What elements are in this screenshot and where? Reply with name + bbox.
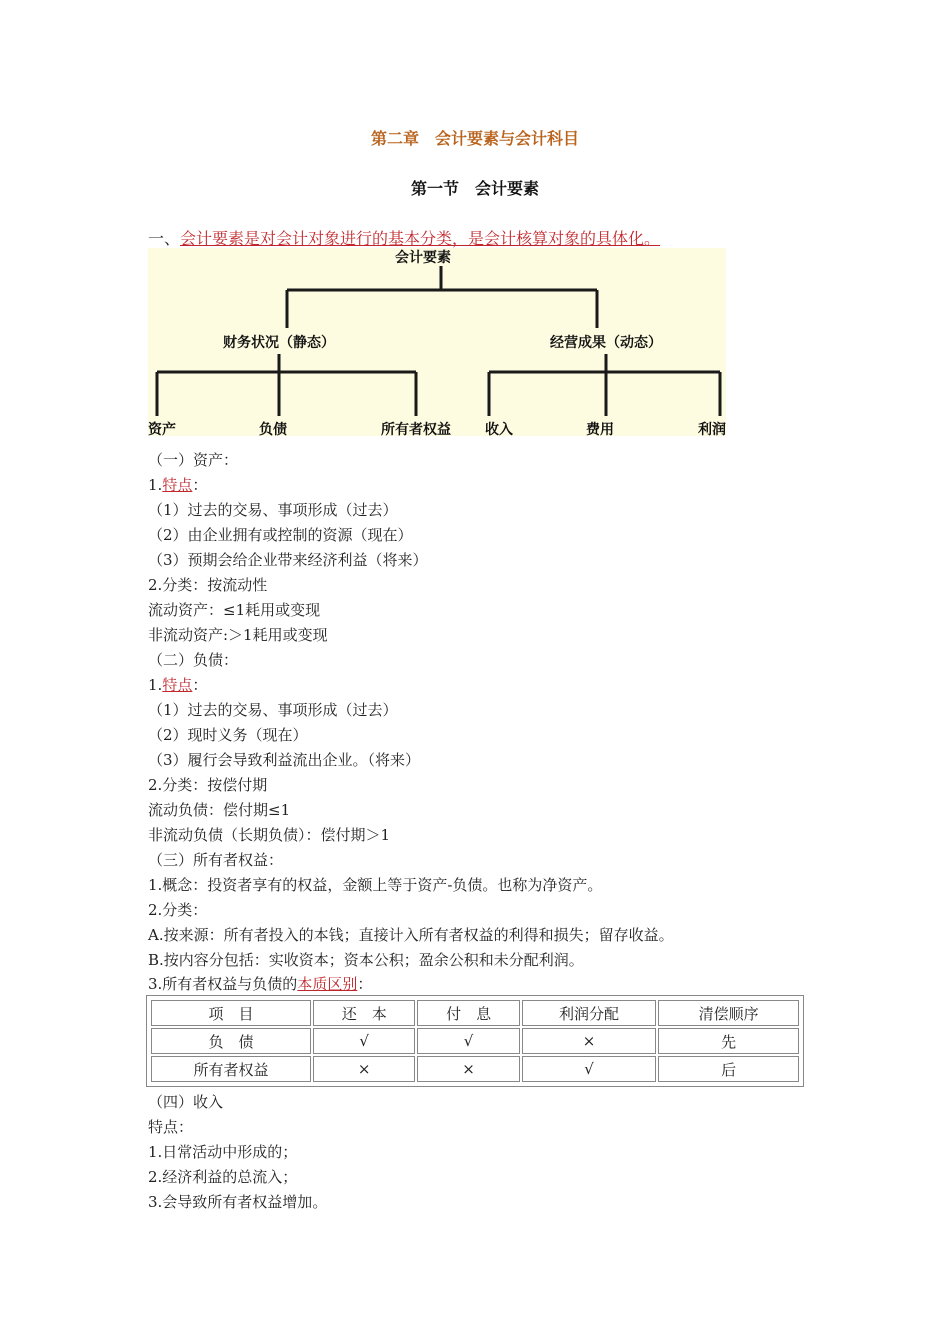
body-line: 1.特点：: [148, 476, 208, 494]
diagram-leaf: 所有者权益: [381, 422, 451, 436]
diagram-leaf: 负债: [259, 422, 287, 436]
body-line: 2.分类：按流动性: [148, 576, 268, 594]
table-header: 还 本: [313, 1000, 415, 1026]
body-line: （1）过去的交易、事项形成（过去）: [148, 501, 398, 519]
table-header: 付 息: [417, 1000, 519, 1026]
table-cell: √: [313, 1028, 415, 1054]
essential-difference-link: 本质区别: [297, 975, 358, 993]
body-line: （三）所有者权益：: [148, 851, 284, 869]
table-cell: 所有者权益: [151, 1056, 311, 1082]
body-line: 非流动负债（长期负债）：偿付期＞1: [148, 826, 391, 844]
body-line: 1.日常活动中形成的；: [148, 1143, 298, 1161]
diagram-root: 会计要素: [395, 250, 451, 266]
table-header: 利润分配: [522, 1000, 656, 1026]
chapter-title: 第二章 会计要素与会计科目: [370, 129, 579, 148]
body-line: （四）收入: [148, 1093, 224, 1111]
body-line: 3.会导致所有者权益增加。: [148, 1193, 328, 1211]
body-line: （二）负债：: [148, 651, 239, 669]
body-line: 1.特点：: [148, 676, 208, 694]
body-line: 2.分类：: [148, 901, 208, 919]
body-line: 3.所有者权益与负债的本质区别：: [148, 975, 373, 993]
diagram-leaf: 收入: [485, 422, 513, 436]
intro-prefix: 一、: [148, 229, 181, 248]
body-line: 非流动资产:＞1耗用或变现: [148, 626, 328, 644]
body-line: B.按内容分包括：实收资本；资本公积；盈余公积和未分配利润。: [148, 951, 584, 969]
diagram-left-branch: 财务状况（静态）: [223, 335, 335, 351]
table-cell: 后: [658, 1056, 799, 1082]
body-line: 特点：: [148, 1118, 194, 1136]
table-cell: √: [522, 1056, 656, 1082]
table-cell: 负 债: [151, 1028, 311, 1054]
table-header: 清偿顺序: [658, 1000, 799, 1026]
table-cell: 先: [658, 1028, 799, 1054]
body-line: 2.分类：按偿付期: [148, 776, 268, 794]
comparison-table: [146, 995, 804, 1087]
intro-line: [148, 226, 660, 249]
body-line: 2.经济利益的总流入；: [148, 1168, 298, 1186]
diagram-right-branch: 经营成果（动态）: [550, 335, 662, 351]
body-line: （1）过去的交易、事项形成（过去）: [148, 701, 398, 719]
body-line: （3）履行会导致利益流出企业。（将来）: [148, 751, 421, 769]
diagram-leaf: 资产: [148, 422, 176, 436]
table-cell: ×: [313, 1056, 415, 1082]
diagram-leaf: 利润: [698, 422, 726, 436]
body-line: （3）预期会给企业带来经济利益（将来）: [148, 551, 428, 569]
body-line: A.按来源：所有者投入的本钱；直接计入所有者权益的利得和损失；留存收益。: [148, 926, 674, 944]
table-header: 项 目: [151, 1000, 311, 1026]
body-line: （一）资产：: [148, 451, 239, 469]
table-header-row: [151, 1000, 799, 1026]
diagram-leaf: 费用: [586, 422, 614, 436]
section-title: 第一节 会计要素: [410, 179, 539, 198]
feature-link: 特点: [162, 676, 193, 694]
intro-definition: 会计要素是对会计对象进行的基本分类，是会计核算对象的具体化。: [180, 229, 661, 248]
feature-link: 特点: [162, 476, 193, 494]
body-line: 流动负债：偿付期≤1: [148, 801, 291, 819]
table-row: [151, 1056, 799, 1082]
accounting-elements-diagram: [148, 248, 726, 436]
table-cell: ×: [417, 1056, 519, 1082]
body-line: （2）现时义务（现在）: [148, 726, 308, 744]
body-line: 1.概念：投资者享有的权益，金额上等于资产-负债。也称为净资产。: [148, 876, 603, 894]
table-cell: ×: [522, 1028, 656, 1054]
body-line: （2）由企业拥有或控制的资源（现在）: [148, 526, 413, 544]
table-cell: √: [417, 1028, 519, 1054]
body-line: 流动资产：≤1耗用或变现: [148, 601, 321, 619]
table-row: [151, 1028, 799, 1054]
